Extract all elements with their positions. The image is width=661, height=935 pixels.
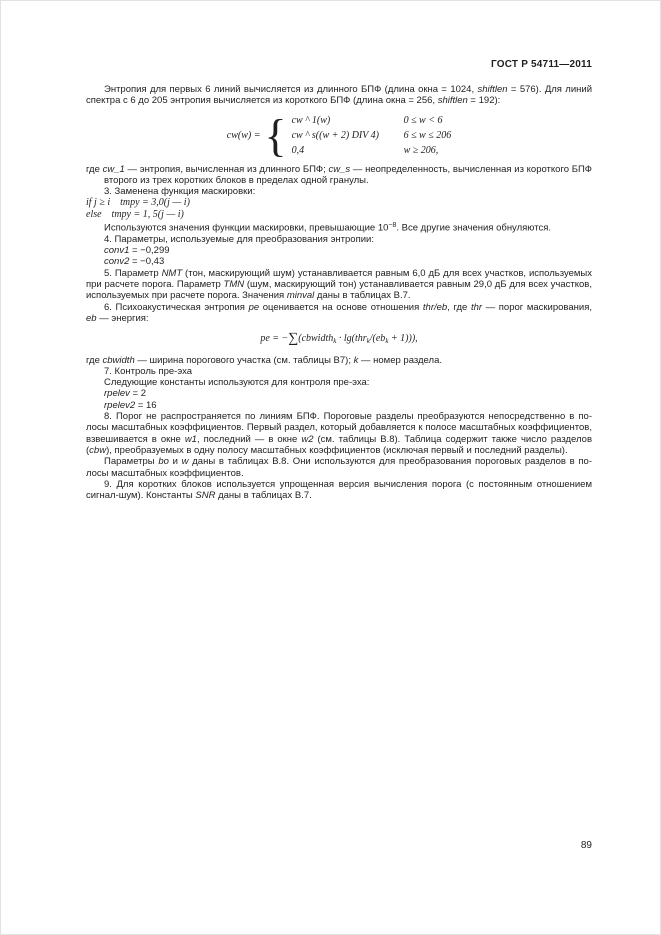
paragraph-item-7: 7. Контроль пре-эха <box>104 365 193 377</box>
paragraph-item-4: 4. Параметры, используемые для преобразования энтропии: <box>104 233 374 245</box>
case-expression: cw ^ 1(w) <box>291 114 331 126</box>
formula-cw <box>86 109 592 161</box>
constant-rpelev2: rpelev2 = 16 <box>104 399 157 411</box>
formula-case-row <box>292 114 452 128</box>
page-number: 89 <box>580 840 592 851</box>
constant-rpelev: rpelev = 2 <box>104 388 146 400</box>
case-expression: cw ^ s((w + 2) DIV 4) <box>291 129 379 141</box>
constant-conv1: conv1 = −0,299 <box>104 245 170 257</box>
masking-if-line: if j ≥ i tmpy = 3,0(j — i) <box>86 197 190 209</box>
left-brace: { <box>264 109 287 161</box>
page-content <box>86 84 592 501</box>
formula-cw-cases <box>292 114 452 158</box>
formula-case-row <box>292 129 452 143</box>
case-condition: 0 ≤ w < 6 <box>403 114 443 126</box>
paragraph-where-pe: где cbwidth — ширина порогового участка (см. таблицы В7); k — номер раздела. <box>86 354 442 366</box>
paragraph-item-9: 9. Для коротких блоков используется упрощенная версия вычисления порога (с постоянным отношением сигнал-шум). Константы SNR даны в таблицах В.7. <box>86 478 592 502</box>
case-condition: 6 ≤ w ≤ 206 <box>403 129 452 141</box>
paragraph-intro: Энтропия для первых 6 линий вычисляется из длинного БПФ (длина окна = 1024, shiftlen = 576). Для линий спектра с 6 до 205 энтропия вычисляется из короткого БПФ (длина окна = 256, shiftlen = 192): <box>86 84 593 107</box>
paragraph-item-8: 8. Порог не распространяется по линиям БПФ. Пороговые разделы преобразуются непосредственно в полосы масштабных коэффициентов. Первый раздел, который добавляется к полосе масштабных коэффициентов, взвешивается в окне w1, последний — в окне w2 (см. таблицы В.8). Таблица содержит также число разделов (cbw), преобразуемых в одну полосу масштабных коэффициентов (исключая первый и последний разделы). <box>86 411 592 456</box>
paragraph-item-3: 3. Заменена функция маскировки: <box>104 186 256 198</box>
case-condition: w ≥ 206, <box>403 144 439 156</box>
formula-case-row <box>292 144 452 158</box>
paragraph-masking-note: Используются значения функции маскировки, превышающие $10^{-8}$. Все другие значения обнуляются. <box>104 222 551 234</box>
paragraph-where-cw: где cw_1 — энтропия, вычисленная из длинного БПФ; cw_s — неопределенность, вычисленная из короткого БПФ второго из трех коротких блоков в пределах одной гранулы. <box>86 163 592 186</box>
paragraph-item-8-params: Параметры bo и w даны в таблицах В.8. Они используются для преобразования пороговых разделов в полосы масштабных коэффициентов. <box>86 456 593 479</box>
formula-cw-lhs: cw(w) = <box>226 129 261 141</box>
masking-else-line: else tmpy = 1, 5(j — i) <box>86 208 184 220</box>
doc-code-header: ГОСТ Р 54711—2011 <box>491 59 592 70</box>
paragraph-item-6: 6. Психоакустическая энтропия pe оценивается на основе отношения thr/eb, где thr — порог маскирования, eb — энергия: <box>86 301 592 324</box>
formula-pe: pe = −∑(cbwidth$_k$ · $\lg(thr_k/(eb_k + 1))$), <box>260 331 418 347</box>
constant-conv2: conv2 = −0,43 <box>104 256 165 268</box>
paragraph-item-7-text: Следующие константы используются для контроля пре-эха: <box>104 377 370 389</box>
case-expression: 0,4 <box>291 144 305 156</box>
paragraph-item-5: 5. Параметр NMT (тон, маскирующий шум) устанавливается равным 6,0 дБ для всех участков, используемых при расчете порога. Параметр TMN (шум, маскирующий тон) устанавливается равным 29,0 дБ для всех участков, используемых при расчете порога. Значения minval даны в таблицах В.7. <box>86 267 592 302</box>
